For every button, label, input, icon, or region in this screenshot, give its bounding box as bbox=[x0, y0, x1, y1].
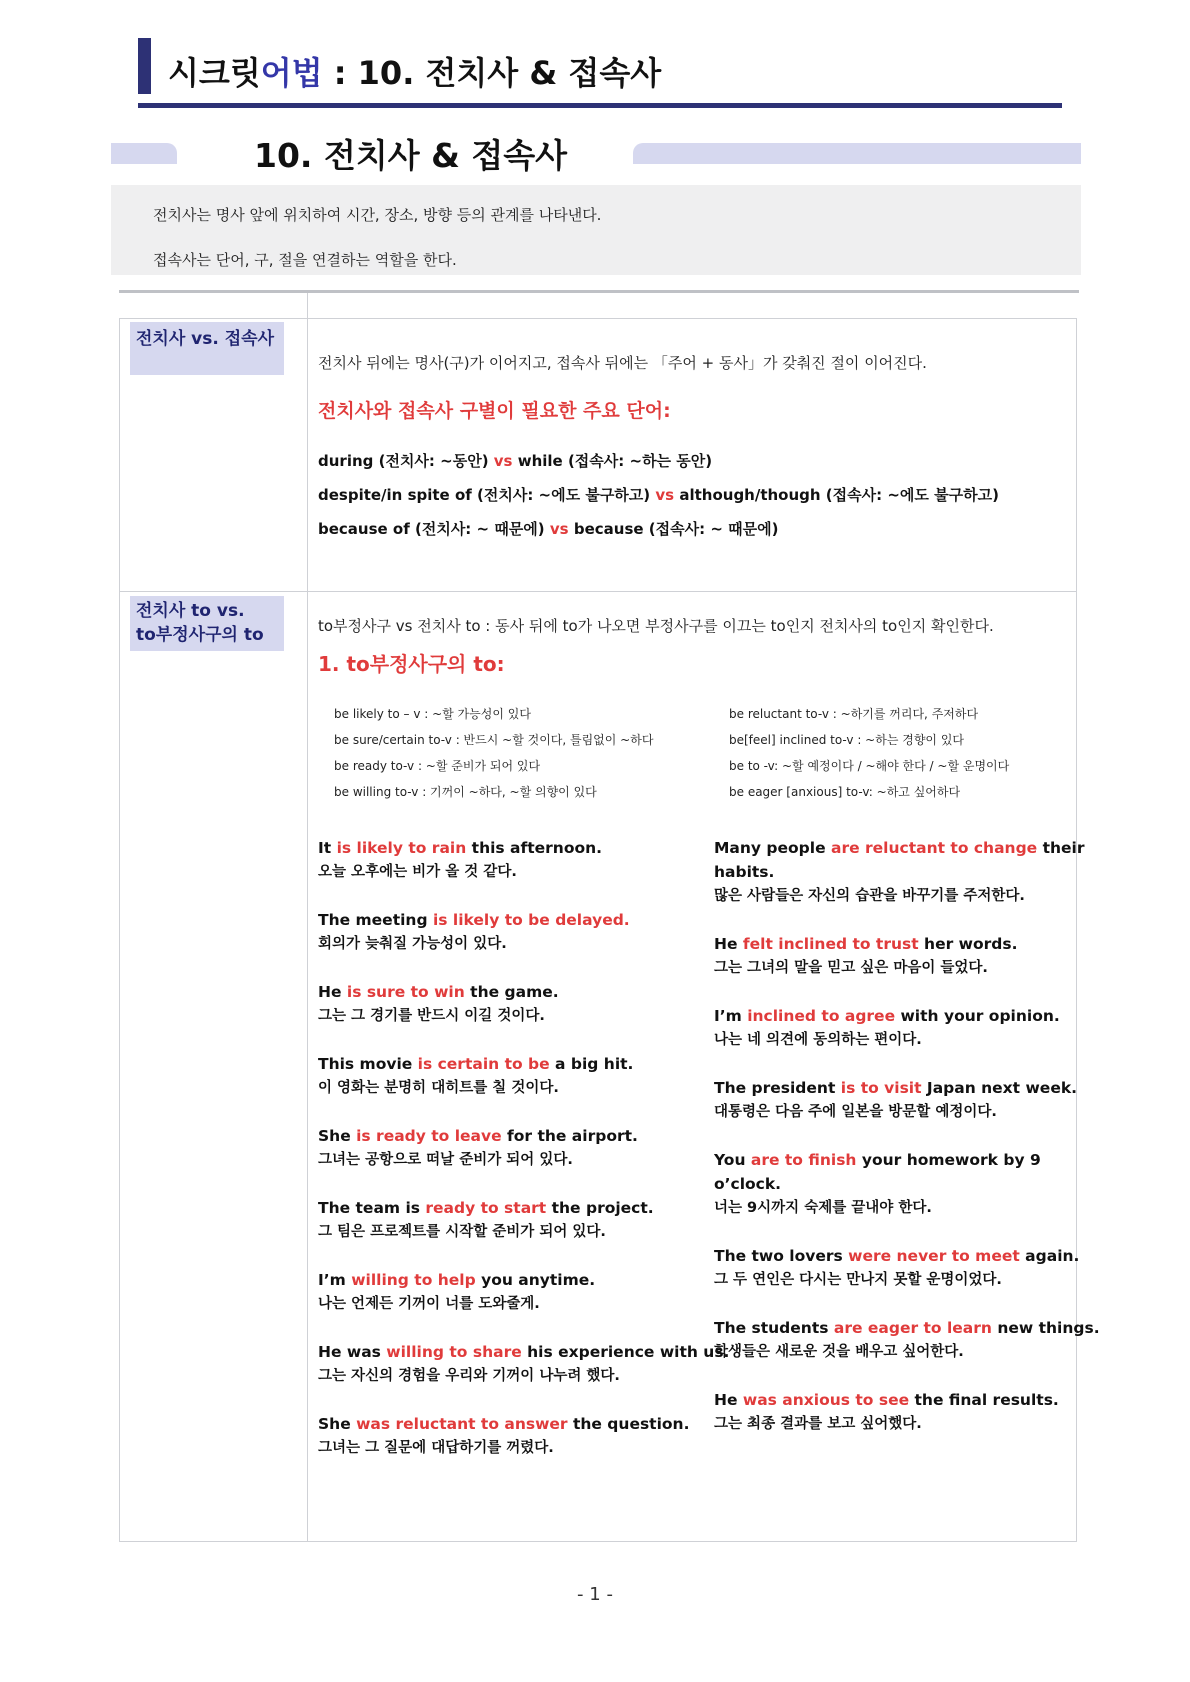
example-item bbox=[714, 836, 1085, 908]
example-item bbox=[318, 1268, 673, 1316]
pattern-item: be[feel] inclined to-v : ~하는 경향이 있다 bbox=[729, 733, 965, 747]
example-english bbox=[714, 1388, 1069, 1412]
example-korean: 이 영화는 분명히 대히트를 칠 것이다. bbox=[318, 1080, 559, 1096]
page-header-title: 시크릿어법 : 10. 전치사 & 접속사 bbox=[168, 54, 662, 92]
pattern-item: be likely to – v : ~할 가능성이 있다 bbox=[334, 707, 531, 721]
example-item bbox=[318, 1412, 690, 1460]
highlighted-phrase: felt inclined to trust bbox=[742, 935, 919, 953]
pattern-item: be to -v: ~할 예정이다 / ~해야 한다 / ~할 운명이다 bbox=[729, 759, 1010, 773]
example-item bbox=[318, 980, 673, 1028]
section1-description: 전치사 뒤에는 명사(구)가 이어지고, 접속사 뒤에는 「주어 + 동사」가 갖춰진 절이 이어진다. bbox=[318, 354, 927, 372]
example-text: She bbox=[318, 1415, 357, 1433]
example-english bbox=[318, 836, 673, 860]
pattern-item: be sure/certain to-v : 반드시 ~할 것이다, 틀림없이 ~하다 bbox=[334, 733, 654, 747]
highlighted-phrase: was anxious to see bbox=[742, 1391, 910, 1409]
example-korean: 그녀는 그 질문에 대답하기를 꺼렸다. bbox=[318, 1440, 554, 1456]
example-item bbox=[714, 1004, 1069, 1052]
examples-left-column bbox=[318, 836, 730, 1484]
example-korean: 회의가 늦춰질 가능성이 있다. bbox=[318, 936, 507, 952]
section1-subheading: 전치사와 접속사 구별이 필요한 주요 단어: bbox=[318, 400, 671, 422]
example-item bbox=[714, 932, 1069, 980]
example-item bbox=[714, 1388, 1069, 1436]
example-text: He bbox=[714, 935, 743, 953]
intro-line-2: 접속사는 단어, 구, 절을 연결하는 역할을 한다. bbox=[153, 251, 457, 269]
example-item bbox=[318, 1124, 673, 1172]
pattern-list-right bbox=[729, 701, 1009, 805]
example-english bbox=[318, 1412, 690, 1436]
intro-line-1: 전치사는 명사 앞에 위치하여 시간, 장소, 방향 등의 관계를 나타낸다. bbox=[153, 206, 602, 224]
example-text: the game. bbox=[464, 983, 559, 1001]
example-korean: 학생들은 새로운 것을 배우고 싶어한다. bbox=[714, 1344, 964, 1360]
example-text: The students bbox=[714, 1319, 834, 1337]
examples-right-column bbox=[714, 836, 1100, 1460]
highlighted-phrase: willing to share bbox=[386, 1343, 522, 1361]
example-korean: 나는 네 의견에 동의하는 편이다. bbox=[714, 1032, 922, 1048]
example-english bbox=[318, 1196, 673, 1220]
example-text: her words. bbox=[918, 935, 1018, 953]
page-number: - 1 - bbox=[577, 1584, 613, 1605]
example-item bbox=[318, 1196, 673, 1244]
highlighted-phrase: ready to start bbox=[425, 1199, 547, 1217]
example-english bbox=[714, 1244, 1080, 1268]
banner-decoration-left bbox=[111, 143, 177, 164]
example-text: with your opinion. bbox=[895, 1007, 1060, 1025]
word-pair-3: because of (전치사: ~ 때문에) vs because (접속사: ~ 때문에) bbox=[318, 520, 779, 538]
example-text: the question. bbox=[567, 1415, 690, 1433]
pattern-item: be ready to-v : ~할 준비가 되어 있다 bbox=[334, 759, 541, 773]
example-english bbox=[318, 1052, 673, 1076]
example-text: Japan next week. bbox=[921, 1079, 1078, 1097]
example-english bbox=[714, 1148, 1069, 1172]
example-english bbox=[318, 908, 673, 932]
example-korean: 그는 그녀의 말을 믿고 싶은 마음이 들었다. bbox=[714, 960, 988, 976]
example-text: He bbox=[318, 983, 347, 1001]
example-item bbox=[318, 1340, 730, 1388]
example-korean: 그는 최종 결과를 보고 싶어했다. bbox=[714, 1416, 922, 1432]
example-text: you anytime. bbox=[475, 1271, 596, 1289]
section-label-to-vs-infinitive: 전치사 to vs. to부정사구의 to bbox=[130, 596, 284, 651]
highlighted-phrase: are reluctant to change bbox=[831, 839, 1038, 857]
example-text: I’m bbox=[318, 1271, 352, 1289]
highlighted-phrase: are eager to learn bbox=[833, 1319, 992, 1337]
example-english bbox=[714, 1076, 1078, 1100]
example-text: the project. bbox=[546, 1199, 654, 1217]
example-text: again. bbox=[1019, 1247, 1080, 1265]
example-item bbox=[714, 1148, 1069, 1220]
highlighted-phrase: willing to help bbox=[351, 1271, 476, 1289]
example-korean: 그 두 연인은 다시는 만나지 못할 운명이었다. bbox=[714, 1272, 1002, 1288]
example-text: I’m bbox=[714, 1007, 748, 1025]
highlighted-phrase: inclined to agree bbox=[747, 1007, 896, 1025]
example-item bbox=[318, 836, 673, 884]
pattern-item: be reluctant to-v : ~하기를 꺼리다, 주저하다 bbox=[729, 707, 979, 721]
example-english bbox=[318, 1340, 730, 1364]
table-row-divider bbox=[119, 591, 1077, 592]
example-text: new things. bbox=[991, 1319, 1100, 1337]
highlighted-phrase: are to finish bbox=[750, 1151, 857, 1169]
example-english bbox=[714, 1316, 1100, 1340]
example-korean: 대통령은 다음 주에 일본을 방문할 예정이다. bbox=[714, 1104, 997, 1120]
example-text: He was bbox=[318, 1343, 387, 1361]
section2-description: to부정사구 vs 전치사 to : 동사 뒤에 to가 나오면 부정사구를 이끄는 to인지 전치사의 to인지 확인한다. bbox=[318, 617, 994, 635]
header-rule bbox=[138, 103, 1062, 108]
highlighted-phrase: is ready to leave bbox=[356, 1127, 502, 1145]
pattern-list-left bbox=[334, 701, 653, 805]
example-text: a big hit. bbox=[549, 1055, 634, 1073]
example-text: You bbox=[714, 1151, 751, 1169]
example-english bbox=[318, 1124, 673, 1148]
example-item bbox=[714, 1244, 1080, 1292]
highlighted-phrase: is likely to be delayed. bbox=[432, 911, 630, 929]
separator-rule bbox=[119, 290, 1079, 293]
example-korean: 그녀는 공항으로 떠날 준비가 되어 있다. bbox=[318, 1152, 573, 1168]
example-english bbox=[714, 860, 1069, 884]
pattern-item: be willing to-v : 기꺼이 ~하다, ~할 의향이 있다 bbox=[334, 785, 597, 799]
example-korean: 많은 사람들은 자신의 습관을 바꾸기를 주저한다. bbox=[714, 888, 1025, 904]
word-pair-2: despite/in spite of (전치사: ~에도 불구하고) vs although/though (접속사: ~에도 불구하고) bbox=[318, 486, 999, 504]
pattern-item: be eager [anxious] to-v: ~하고 싶어하다 bbox=[729, 785, 961, 799]
example-text: The two lovers bbox=[714, 1247, 849, 1265]
example-text: It bbox=[318, 839, 337, 857]
example-english bbox=[714, 1172, 1069, 1196]
example-item bbox=[714, 1076, 1078, 1124]
example-english bbox=[714, 932, 1069, 956]
example-english bbox=[318, 1268, 673, 1292]
example-korean: 너는 9시까지 숙제를 끝내야 한다. bbox=[714, 1200, 932, 1216]
example-text: his experience with us. bbox=[521, 1343, 730, 1361]
example-item bbox=[714, 1316, 1100, 1364]
section-title: 10. 전치사 & 접속사 bbox=[254, 136, 567, 175]
example-text: She bbox=[318, 1127, 357, 1145]
example-korean: 그는 자신의 경험을 우리와 기꺼이 나누려 했다. bbox=[318, 1368, 620, 1384]
banner-decoration-right bbox=[633, 143, 1081, 164]
example-text: The meeting bbox=[318, 911, 433, 929]
example-text: habits. bbox=[714, 863, 775, 881]
table-column-divider bbox=[307, 293, 308, 1542]
example-korean: 오늘 오후에는 비가 올 것 같다. bbox=[318, 864, 517, 880]
example-korean: 그는 그 경기를 반드시 이길 것이다. bbox=[318, 1008, 545, 1024]
example-korean: 그 팀은 프로젝트를 시작할 준비가 되어 있다. bbox=[318, 1224, 606, 1240]
example-text: your homework by 9 bbox=[856, 1151, 1041, 1169]
section-label-prep-vs-conj: 전치사 vs. 접속사 bbox=[130, 322, 284, 375]
example-text: Many people bbox=[714, 839, 831, 857]
example-text: this afternoon. bbox=[466, 839, 603, 857]
example-text: The president bbox=[714, 1079, 841, 1097]
highlighted-phrase: were never to meet bbox=[848, 1247, 1020, 1265]
example-english bbox=[714, 836, 1085, 860]
highlighted-phrase: is sure to win bbox=[346, 983, 465, 1001]
highlighted-phrase: is likely to rain bbox=[336, 839, 467, 857]
highlighted-phrase: is certain to be bbox=[417, 1055, 550, 1073]
example-text: for the airport. bbox=[501, 1127, 638, 1145]
example-item bbox=[318, 908, 673, 956]
word-pair-1: during (전치사: ~동안) vs while (접속사: ~하는 동안) bbox=[318, 452, 713, 470]
example-item bbox=[318, 1052, 673, 1100]
highlighted-phrase: was reluctant to answer bbox=[356, 1415, 568, 1433]
example-text: He bbox=[714, 1391, 743, 1409]
example-text: The team is bbox=[318, 1199, 426, 1217]
section2-subheading: 1. to부정사구의 to: bbox=[318, 652, 505, 676]
highlighted-phrase: is to visit bbox=[840, 1079, 922, 1097]
example-english bbox=[714, 1004, 1069, 1028]
example-text: their bbox=[1037, 839, 1085, 857]
example-text: o’clock. bbox=[714, 1175, 782, 1193]
header-accent-bar bbox=[138, 38, 151, 94]
example-korean: 나는 언제든 기꺼이 너를 도와줄게. bbox=[318, 1296, 540, 1312]
example-english bbox=[318, 980, 673, 1004]
example-text: the final results. bbox=[909, 1391, 1059, 1409]
example-text: This movie bbox=[318, 1055, 418, 1073]
